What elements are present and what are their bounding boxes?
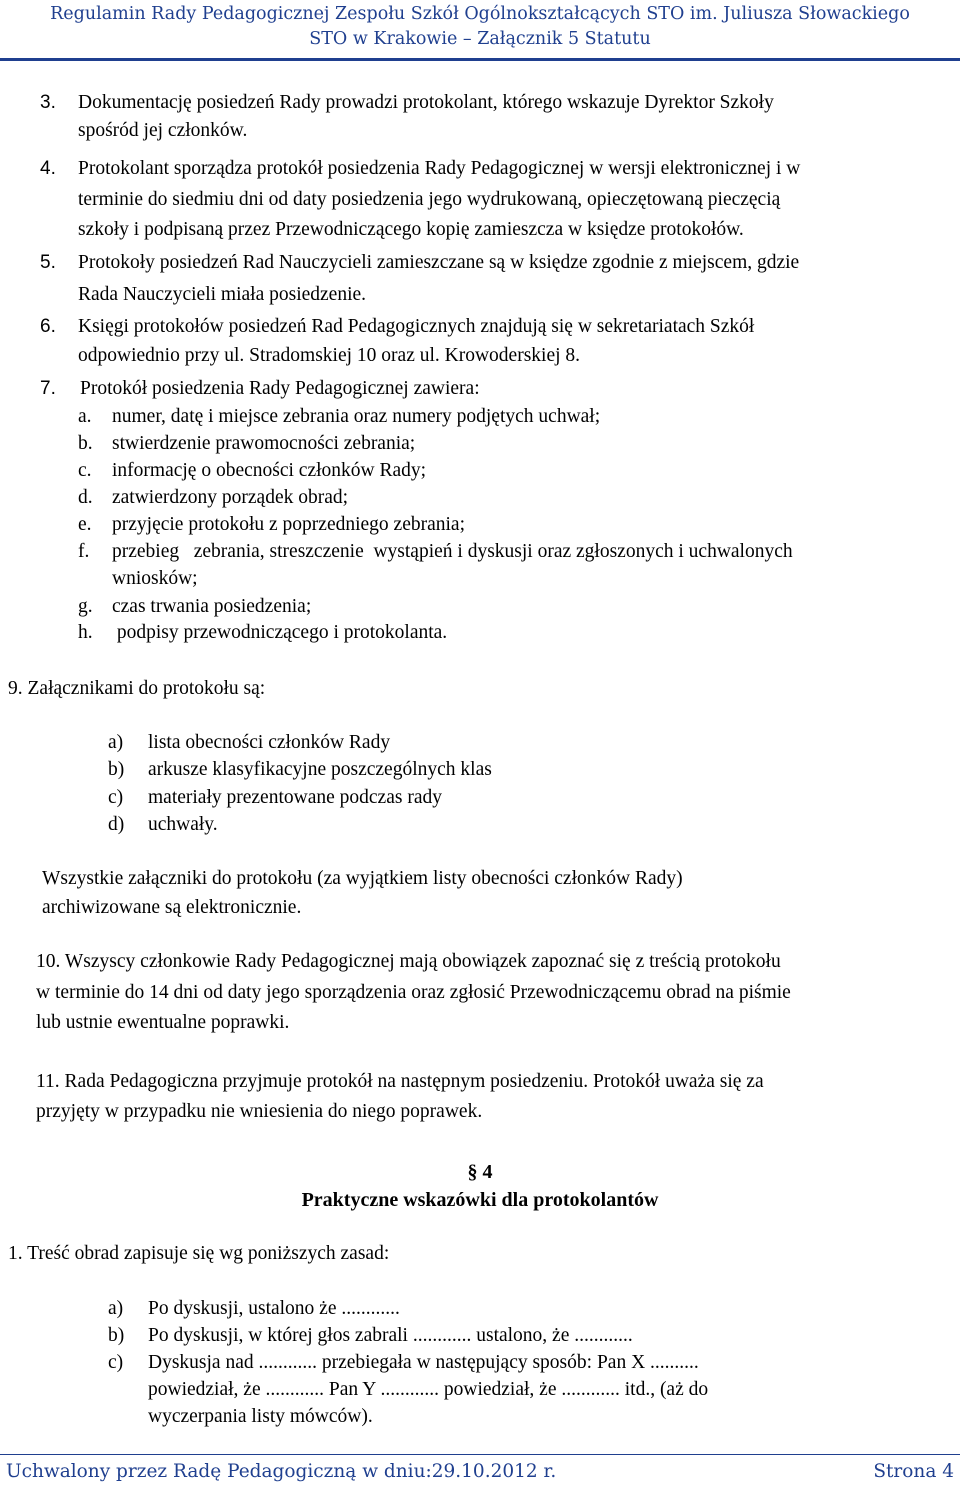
footer-divider (0, 1454, 960, 1455)
item-7-number: 7. (40, 378, 56, 399)
header-title-line1: Regulamin Rady Pedagogicznej Zespołu Szkół Ogólnokształcących STO im. Juliusza Słowackiego (50, 4, 910, 24)
item-4-text-cont2: szkoły i podpisaną przez Przewodniczącego kopię zamieszcza w księdze protokołów. (78, 219, 744, 240)
item-5-text-cont: Rada Nauczycieli miała posiedzenie. (78, 284, 367, 305)
attachment-d-letter: d) (108, 814, 125, 835)
attachment-a-text: lista obecności członków Rady (148, 732, 391, 753)
content-a-text: numer, datę i miejsce zebrania oraz numery podjętych uchwał; (112, 406, 601, 427)
content-g-letter: g. (78, 596, 93, 617)
rule-c-text-cont: powiedział, że ............ Pan Y ............ powiedział, że ............ itd., (aż do (148, 1379, 709, 1400)
attachment-b-letter: b) (108, 759, 125, 780)
item-10-text-cont2: lub ustnie ewentualne poprawki. (36, 1012, 290, 1033)
rule-a-text: Po dyskusji, ustalono że ............ (148, 1298, 400, 1319)
item-11-text: 11. Rada Pedagogiczna przyjmuje protokół na następnym posiedzeniu. Protokół uważa się za (36, 1071, 764, 1092)
item-7-text: Protokół posiedzenia Rady Pedagogicznej zawiera: (80, 378, 480, 399)
attachment-d-text: uchwały. (148, 814, 218, 835)
rule-c-text: Dyskusja nad ............ przebiegała w następujący sposób: Pan X .......... (148, 1352, 699, 1373)
header-title-line2: STO w Krakowie – Załącznik 5 Statutu (309, 29, 651, 49)
content-c-text: informację o obecności członków Rady; (112, 460, 427, 481)
item-6-text: Księgi protokołów posiedzeń Rad Pedagogicznych znajdują się w sekretariatach Szkół (78, 316, 755, 337)
content-g-text: czas trwania posiedzenia; (112, 596, 312, 617)
rules-intro: 1. Treść obrad zapisuje się wg poniższych zasad: (8, 1243, 390, 1264)
content-d-letter: d. (78, 487, 93, 508)
rule-b-letter: b) (108, 1325, 125, 1346)
item-3-text-cont: spośród jej członków. (78, 120, 248, 141)
attachment-c-text: materiały prezentowane podczas rady (148, 787, 442, 808)
rule-c-letter: c) (108, 1352, 124, 1373)
rule-b-text: Po dyskusji, w której głos zabrali ............ ustalono, że ............ (148, 1325, 633, 1346)
attachment-a-letter: a) (108, 732, 124, 753)
content-f-text-cont: wniosków; (112, 568, 198, 589)
rule-c-text-cont2: wyczerpania listy mówców). (148, 1406, 373, 1427)
archive-note: Wszystkie załączniki do protokołu (za wyjątkiem listy obecności członków Rady) (42, 868, 683, 889)
item-3-number: 3. (40, 92, 56, 113)
item-5-text: Protokoły posiedzeń Rad Nauczycieli zamieszczane są w księdze zgodnie z miejscem, gdzie (78, 252, 800, 273)
content-c-letter: c. (78, 460, 92, 481)
archive-note-cont: archiwizowane są elektronicznie. (42, 897, 302, 918)
item-3-text: Dokumentację posiedzeń Rady prowadzi protokolant, którego wskazuje Dyrektor Szkoły (78, 92, 774, 113)
attachment-b-text: arkusze klasyfikacyjne poszczególnych klas (148, 759, 492, 780)
item-6-number: 6. (40, 316, 56, 337)
section-number: § 4 (467, 1161, 493, 1183)
item-5-number: 5. (40, 252, 56, 273)
content-a-letter: a. (78, 406, 92, 427)
item-6-text-cont: odpowiednio przy ul. Stradomskiej 10 oraz ul. Krowoderskiej 8. (78, 345, 581, 366)
content-f-letter: f. (78, 541, 90, 562)
rule-a-letter: a) (108, 1298, 124, 1319)
content-h-text: podpisy przewodniczącego i protokolanta. (112, 622, 448, 643)
item-4-text-cont: terminie do siedmiu dni od daty posiedzenia jego wydrukowaną, opieczętowaną pieczęcią (78, 189, 781, 210)
content-e-text: przyjęcie protokołu z poprzedniego zebrania; (112, 514, 466, 535)
header-divider (0, 58, 960, 61)
content-h-letter: h. (78, 622, 93, 643)
item-10-text: 10. Wszyscy członkowie Rady Pedagogicznej mają obowiązek zapoznać się z treścią protokołu (36, 951, 781, 972)
content-f-text: przebieg zebrania, streszczenie wystąpień i dyskusji oraz zgłoszonych i uchwalonych (112, 541, 793, 562)
content-b-text: stwierdzenie prawomocności zebrania; (112, 433, 416, 454)
footer-approval: Uchwalony przez Radę Pedagogiczną w dniu:29.10.2012 r. (6, 1461, 557, 1482)
page-number: Strona 4 (873, 1461, 954, 1482)
item-11-text-cont: przyjęty w przypadku nie wniesienia do niego poprawek. (36, 1101, 483, 1122)
item-9-text: 9. Załącznikami do protokołu są: (8, 678, 266, 699)
section-title: Praktyczne wskazówki dla protokolantów (301, 1189, 659, 1211)
content-e-letter: e. (78, 514, 92, 535)
item-4-number: 4. (40, 158, 56, 179)
item-10-text-cont: w terminie do 14 dni od daty jego sporządzenia oraz zgłosić Przewodniczącemu obrad na piśmie (36, 982, 791, 1003)
attachment-c-letter: c) (108, 787, 124, 808)
content-d-text: zatwierdzony porządek obrad; (112, 487, 349, 508)
content-b-letter: b. (78, 433, 93, 454)
item-4-text: Protokolant sporządza protokół posiedzenia Rady Pedagogicznej w wersji elektronicznej i w (78, 158, 801, 179)
